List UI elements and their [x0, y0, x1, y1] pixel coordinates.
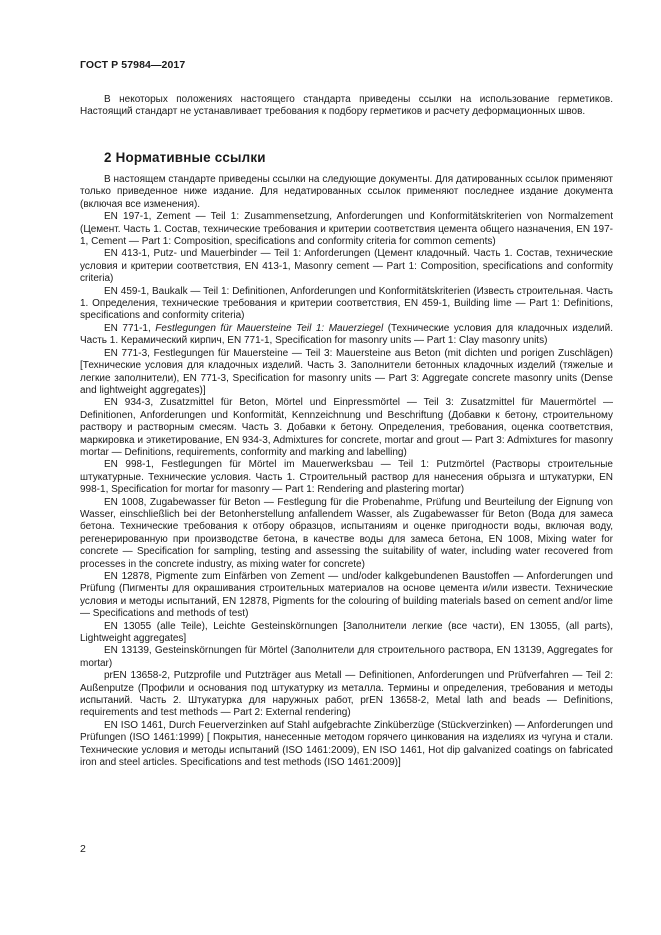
reference-item: EN 459-1, Baukalk — Teil 1: Definitionen, Anforderungen und Konformitätskriterien (Известь строительная. Часть 1. Определения, технические требования и критерии соответствия, EN 459-1, Building lime — Part 1: Definitions, specifications and conformity criteria) [80, 285, 613, 322]
reference-item [80, 323, 613, 348]
reference-item: EN 197-1, Zement — Teil 1: Zusammensetzung, Anforderungen und Konformitätskriterien von Normalzement (Цемент. Часть 1. Состав, технические требования и критерии соответствия цемента общего назначения, EN 197-1, Cement — Part 1: Composition, specifications and conformity criteria for common cements) [80, 211, 613, 248]
section-title: 2 Нормативные ссылки [104, 150, 266, 165]
references-lead: В настоящем стандарте приведены ссылки на следующие документы. Для датированных ссылок применяют только приведенное ниже издание. Для недатированных ссылок применяют последнее издание документа (включая все изменения). [80, 174, 613, 210]
reference-item: EN 12878, Pigmente zum Einfärben von Zement — und/oder kalkgebundenen Baustoffen — Anforderungen und Prüfung (Пигменты для окрашивания строительных материалов на основе цемента и/или извести. Технические условия и методы испытаний, EN 12878, Pigments for the colouring of building materials based on cement and/or lime — Specifications and methods of test) [80, 571, 613, 620]
reference-item: EN 13139, Gesteinskörnungen für Mörtel (Заполнители для строительного раствора, EN 13139, Aggregates for mortar) [80, 645, 613, 669]
running-header-standard-code: ГОСТ Р 57984—2017 [80, 59, 186, 71]
reference-item: EN ISO 1461, Durch Feuerverzinken auf Stahl aufgebrachte Zinküberzüge (Stückverzinken) — Anforderungen und Prüfungen (ISO 1461:1999) [ Покрытия, нанесенные методом горячего цинкования на изделиях из чугуна и стали. Технические условия и методы испытаний (ISO 1461:2009), EN ISO 1461, Hot dip galvanized coatings on fabricated iron and steel articles. Specifications and test methods (ISO 1461:2009)] [80, 719, 613, 769]
reference-item: prEN 13658-2, Putzprofile und Putzträger aus Metall — Definitionen, Anforderungen und Prüfverfahren — Teil 2: Außenputze (Профили и основания под штукатурку из металла. Термины и определения, требования и методы испытаний. Часть 2. Штукатурка для наружных работ, prEN 13658-2, Metal lath and beads — Definitions, requirements and test methods — Part 2: External rendering) [80, 670, 613, 719]
reference-item-code: EN 771-1, [104, 322, 156, 334]
reference-item: EN 771-3, Festlegungen für Mauersteine — Teil 3: Mauersteine aus Beton (mit dichten und porigen Zuschlägen) [Технические условия для кладочных изделий. Часть 3. Заполнители бетонных кладочных изделий (тяжелые и легкие заполнители), EN 771-3, Specification for masonry units — Part 3: Aggregate concrete masonry units (Dense and lightweight aggregates)] [80, 347, 613, 396]
reference-item-description: (Технические условия для кладочных изделий. Часть 1. Керамический кирпич, EN 771-1, Specification for masonry units — Part 1: Clay masonry units) [80, 322, 613, 347]
reference-item: EN 1008, Zugabewasser für Beton — Festlegung für die Probenahme, Prüfung und Beurteilung der Eignung von Wasser, einschließlich bei der Betonherstellung anfallendem Wasser, als Zugabewasser für Beton (Вода для замеса бетона. Технические требования к отбору образцов, испытаниям и оценке пригодности воды, включая воду, регенерированную при производстве бетона, в качестве воды для замеса бетона, EN 1008, Mixing water for concrete — Specification for sampling, testing and assessing the suitability of water, including water recovered from processes in the concrete industry, as mixing water for concrete) [80, 496, 613, 570]
reference-item: EN 998-1, Festlegungen für Mörtel im Mauerwerksbau — Teil 1: Putzmörtel (Растворы строительные штукатурные. Технические условия. Часть 1. Строительный раствор для нанесения обрызга и штукатурки, EN 998-1, Specification for mortar for masonry — Part 1: Rendering and plastering mortar) [80, 459, 613, 496]
intro-block [80, 94, 613, 119]
reference-item-italic-title: Festlegungen für Mauersteine Teil 1: Mauerziegel [155, 322, 384, 334]
page-number: 2 [80, 843, 86, 855]
reference-item: EN 13055 (alle Teile), Leichte Gesteinskörnungen [Заполнители легкие (все части), EN 13055, (all parts), Lightweight aggregates] [80, 620, 613, 645]
reference-item: EN 413-1, Putz- und Mauerbinder — Teil 1: Anforderungen (Цемент кладочный. Часть 1. Состав, технические условия и критерии соответствия, EN 413-1, Masonry cement — Part 1: Composition, specifications and conformity criteria) [80, 248, 613, 285]
references-block [80, 174, 613, 770]
reference-item: EN 934-3, Zusatzmittel für Beton, Mörtel und Einpressmörtel — Teil 3: Zusatzmittel für Mauermörtel — Definitionen, Anforderungen und Konformität, Kennzeichnung und Beschriftung (Добавки к бетону, строительному раствору и растворным смесям. Часть 3. Добавки к бетону. Определения, требования, оценка соответствия, маркировка и этикетирование, EN 934-3, Admixtures for concrete, mortar and grout — Part 3: Admixtures for masonry mortar — Definitions, requirements, conformity and marking and labelling) [80, 397, 613, 458]
intro-paragraph: В некоторых положениях настоящего стандарта приведены ссылки на использование герметиков. Настоящий стандарт не устанавливает требования к подбору герметиков и расчету деформационных швов. [80, 94, 613, 118]
